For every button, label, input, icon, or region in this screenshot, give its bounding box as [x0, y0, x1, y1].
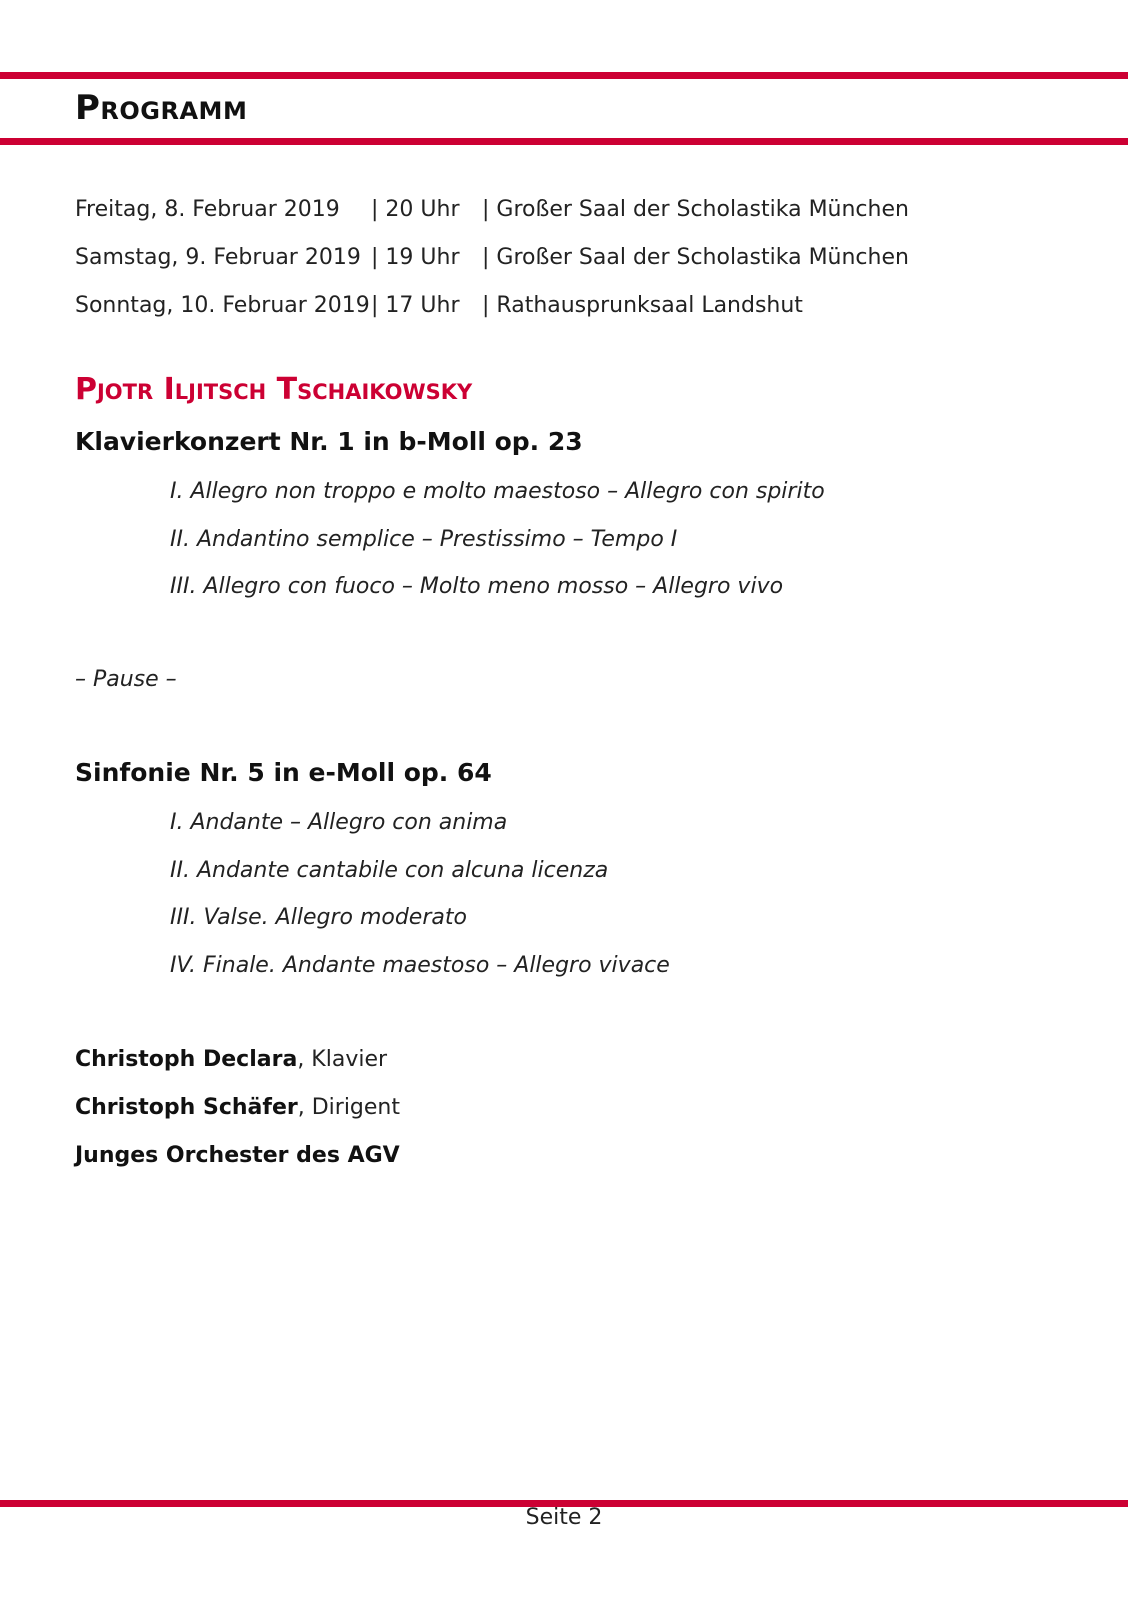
- performer-row: [75, 1132, 400, 1180]
- performer-name: Christoph Declara: [75, 1047, 298, 1072]
- performer-name: Junges Orchester des AGV: [75, 1143, 400, 1168]
- date-row: [75, 186, 909, 234]
- section-title: Programm: [75, 88, 248, 128]
- date-venue: | Großer Saal der Scholastika München: [482, 245, 909, 270]
- movement-item: II. Andante cantabile con alcuna licenza: [170, 857, 609, 883]
- movement-item: III. Valse. Allegro moderato: [170, 905, 467, 930]
- movement-list: [170, 799, 670, 989]
- intermission-note: – Pause –: [75, 667, 177, 692]
- performer-row: [75, 1084, 400, 1132]
- performer-role: , Klavier: [297, 1047, 388, 1072]
- composer-name: Pjotr Iljitsch Tschaikowsky: [75, 372, 473, 407]
- date-day: Freitag, 8. Februar 2019: [75, 197, 340, 222]
- page-number: Seite 2: [525, 1505, 603, 1530]
- date-time: | 17 Uhr: [371, 293, 460, 318]
- header-bottom-rule: [0, 138, 1128, 145]
- date-time: | 20 Uhr: [371, 197, 460, 222]
- movement-item: I. Allegro non troppo e molto maestoso – Allegro con spirito: [170, 479, 825, 504]
- performance-dates: [75, 186, 909, 330]
- date-row: [75, 234, 909, 282]
- date-time: | 19 Uhr: [371, 245, 460, 270]
- date-row: [75, 282, 909, 330]
- date-venue: | Rathausprunksaal Landshut: [482, 293, 803, 318]
- movement-item: I. Andante – Allegro con anima: [170, 810, 508, 835]
- movement-item: IV. Finale. Andante maestoso – Allegro vivace: [170, 952, 670, 978]
- date-venue: | Großer Saal der Scholastika München: [482, 197, 909, 222]
- work-title-symphony: Sinfonie Nr. 5 in e-Moll op. 64: [75, 758, 492, 787]
- date-day: Samstag, 9. Februar 2019: [75, 245, 361, 270]
- performer-role: , Dirigent: [297, 1095, 400, 1120]
- date-day: Sonntag, 10. Februar 2019: [75, 293, 370, 318]
- performers-list: [75, 1036, 400, 1180]
- movement-item: III. Allegro con fuoco – Molto meno mosso – Allegro vivo: [170, 574, 784, 599]
- movement-list: [170, 468, 825, 611]
- performer-row: [75, 1036, 400, 1084]
- performer-name: Christoph Schäfer: [75, 1095, 298, 1120]
- movement-item: II. Andantino semplice – Prestissimo – Tempo I: [170, 526, 678, 552]
- header-top-rule: [0, 72, 1128, 79]
- work-title-piano-concerto: Klavierkonzert Nr. 1 in b-Moll op. 23: [75, 427, 583, 456]
